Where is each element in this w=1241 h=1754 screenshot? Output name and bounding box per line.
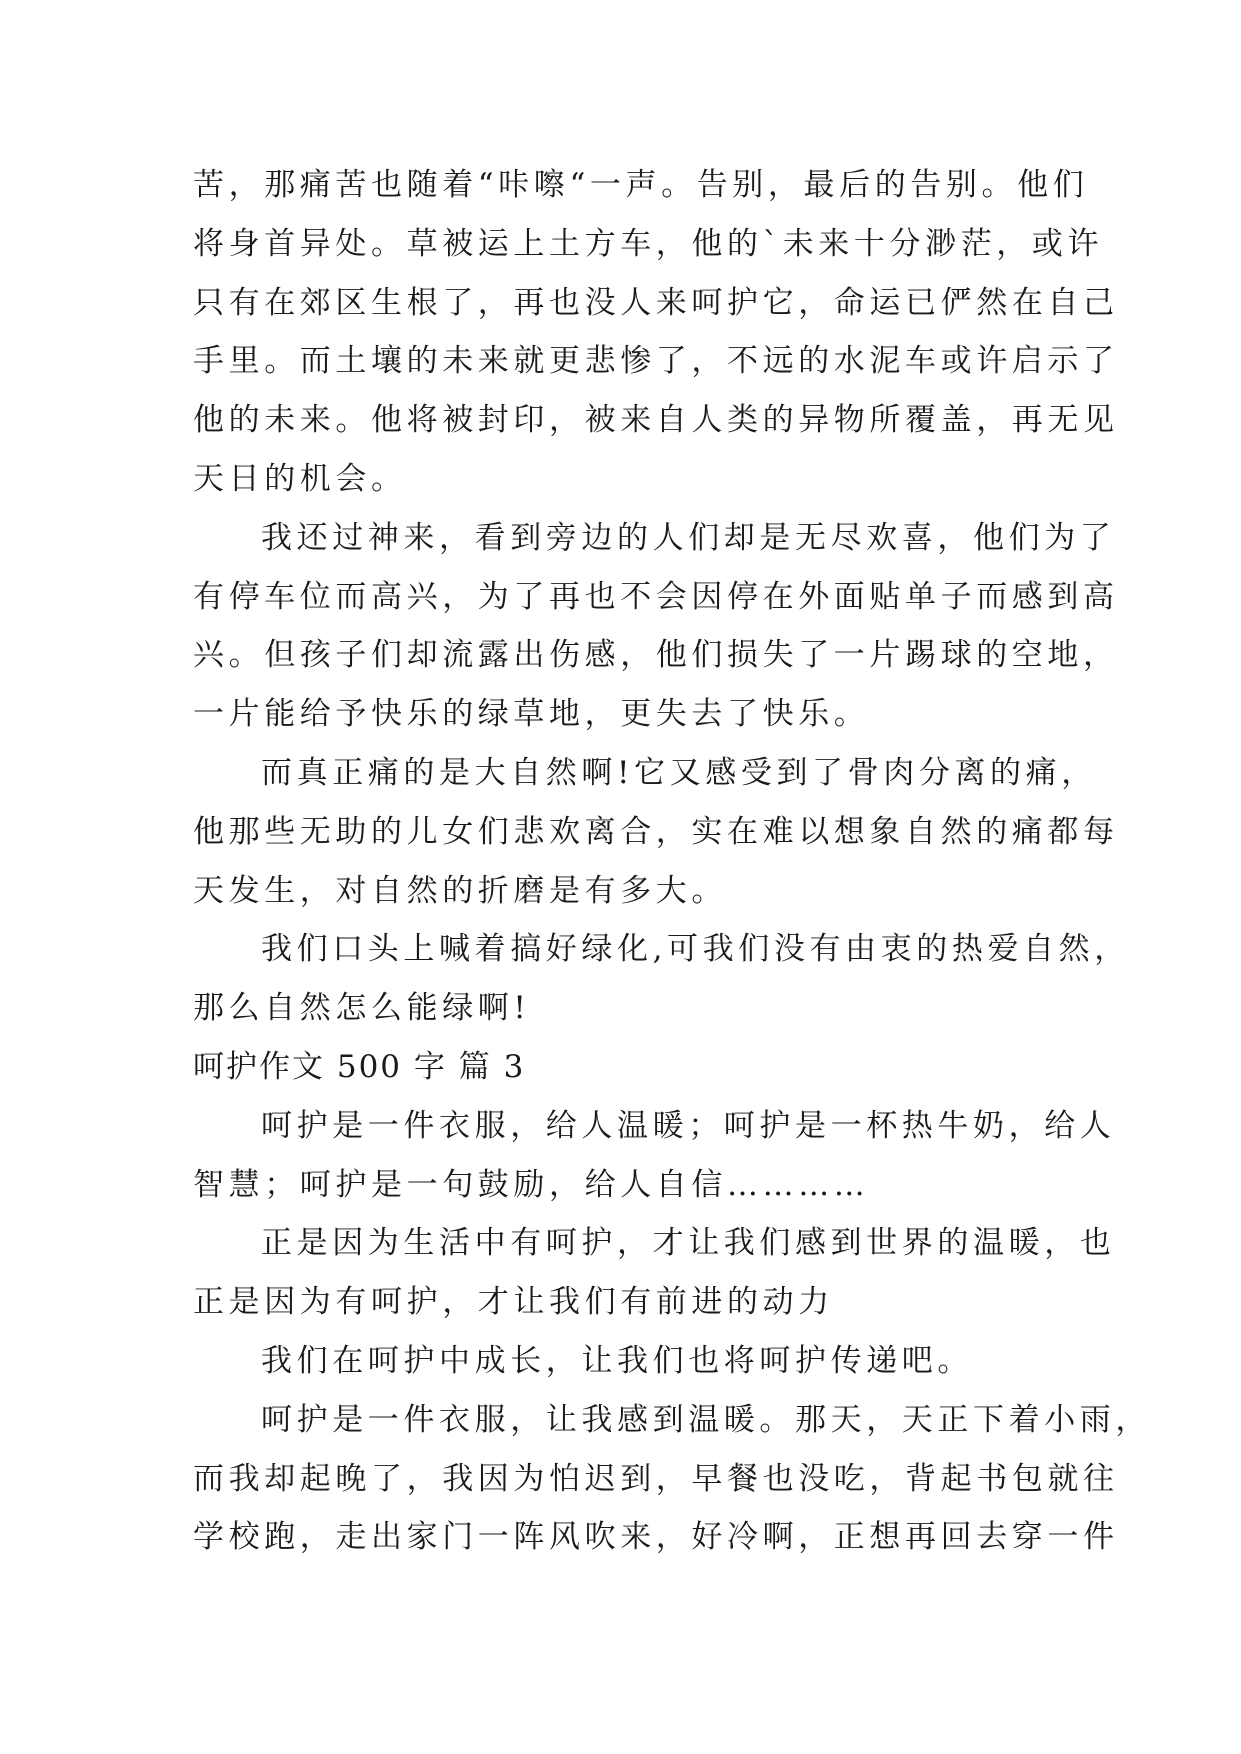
text-line: 兴。但孩子们却流露出伤感，他们损失了一片踢球的空地， [193,637,1119,674]
text-line: 正是因为有呵护，才让我们有前进的动力 [193,1284,834,1321]
paragraph-first-line: 我们在呵护中成长，让我们也将呵护传递吧。 [261,1342,973,1379]
paragraph-first-line: 而真正痛的是大自然啊!它又感受到了骨肉分离的痛， [261,754,1097,791]
text-line: 天日的机会。 [193,460,407,497]
text-line: 将身首异处。草被运上土方车，他的`未来十分渺茫，或许 [193,225,1104,262]
paragraph-first-line: 呵护是一件衣服，让我感到温暖。那天，天正下着小雨， [261,1401,1151,1438]
paragraph-first-line: 我还过神来，看到旁边的人们却是无尽欢喜，他们为了 [261,519,1116,556]
text-line: 只有在郊区生根了，再也没人来呵护它，命运已俨然在自己 [193,284,1119,321]
paragraph-first-line: 呵护是一件衣服，给人温暖；呵护是一杯热牛奶，给人 [261,1107,1116,1144]
text-line: 一片能给予快乐的绿草地，更失去了快乐。 [193,696,870,733]
text-line: 手里。而土壤的未来就更悲惨了，不远的水泥车或许启示了 [193,343,1119,380]
text-line: 天发生，对自然的折磨是有多大。 [193,872,727,909]
text-line: 而我却起晚了，我因为怕迟到，早餐也没吃，背起书包就往 [193,1460,1119,1497]
paragraph-first-line: 正是因为生活中有呵护，才让我们感到世界的温暖，也 [261,1225,1116,1262]
text-line: 智慧；呵护是一句鼓励，给人自信………… [193,1166,870,1203]
text-line: 他那些无助的儿女们悲欢离合，实在难以想象自然的痛都每 [193,813,1119,850]
text-line: 有停车位而高兴，为了再也不会因停在外面贴单子而感到高 [193,578,1119,615]
section-heading: 呵护作文 500 字 篇 3 [193,1048,526,1085]
text-line: 那么自然怎么能绿啊! [193,990,531,1027]
text-line: 学校跑，走出家门一阵风吹来，好冷啊，正想再回去穿一件 [193,1519,1119,1556]
text-line: 苦，那痛苦也随着“咔嚓“一声。告别，最后的告别。他们 [193,167,1089,203]
text-line: 他的未来。他将被封印，被来自人类的异物所覆盖，再无见 [193,402,1119,439]
document-body [193,156,1151,1567]
paragraph-first-line: 我们口头上喊着搞好绿化,可我们没有由衷的热爱自然， [261,931,1130,968]
